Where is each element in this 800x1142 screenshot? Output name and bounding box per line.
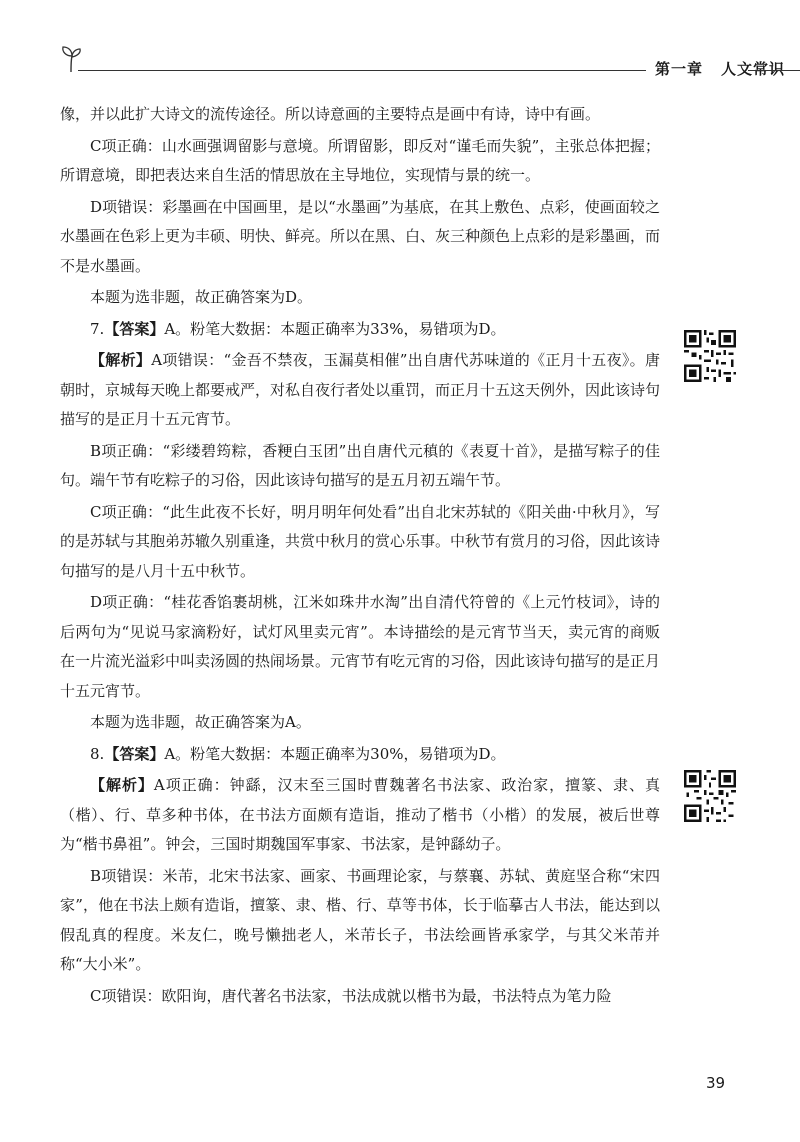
q7-analysis: [60, 346, 660, 435]
chapter-title: 人文常识: [721, 60, 786, 78]
q7-answer: [60, 315, 660, 345]
q8-answer-text: A。粉笔大数据：本题正确率为30%，易错项为D。: [164, 744, 506, 763]
paragraph-continued: 像，并以此扩大诗文的流传途径。所以诗意画的主要特点是画中有诗，诗中有画。: [60, 105, 601, 123]
q8-answer-tag: 【答案】: [104, 744, 165, 763]
paragraph-option-d: D项错误：彩墨画在中国画里，是以“水墨画”为基底，在其上敷色、点彩，使画面较之水墨画在色彩上更为丰硕、明快、鲜亮。所以在黑、白、灰三种颜色上点彩的是彩墨画，而不是水墨画。: [60, 197, 661, 275]
running-header: [655, 58, 785, 79]
q8-analysis: [60, 771, 660, 860]
qr-code-icon[interactable]: [684, 330, 736, 382]
q8-analysis-tag: 【解析】: [90, 776, 154, 794]
q7-summary: 本题为选非题，故正确答案为A。: [90, 713, 311, 731]
page-header: [60, 44, 786, 84]
q8-analysis-text: A项正确：钟繇，汉末至三国时曹魏著名书法家、政治家，擅篆、隶、真（楷）、行、草多种书体，在书法方面颇有造诣，推动了楷书（小楷）的发展，被后世尊为“楷书鼻祖”。钟会，三国时期魏国军事家、书法家，是钟繇幼子。: [60, 776, 660, 853]
header-rule-left: [78, 70, 646, 71]
page-number: 39: [706, 1074, 726, 1092]
q7-analysis-tag: 【解析】: [90, 351, 152, 369]
q7-answer-text: A。粉笔大数据：本题正确率为33%，易错项为D。: [164, 319, 506, 338]
q8-option-b: B项错误：米芾，北宋书法家、画家、书画理论家，与蔡襄、苏轼、黄庭坚合称“宋四家”，他在书法上颇有造诣，擅篆、隶、楷、行、草等书体，长于临摹古人书法，能达到以假乱真的程度。米友仁，晚号懒拙老人，米芾长子，书法绘画皆承家学，与其父米芾并称“大小米”。: [60, 866, 660, 973]
page-body: [60, 100, 660, 1013]
paragraph-option-c: C项正确：山水画强调留影与意境。所谓留影，即反对“谨毛而失貌”，主张总体把握；所谓意境，即把表达来自生活的情思放在主导地位，实现情与景的统一。: [60, 136, 660, 184]
q7-option-b: B项正确：“彩缕碧筠粽，香粳白玉团”出自唐代元稹的《表夏十首》，是描写粽子的佳句。端午节有吃粽子的习俗，因此该诗句描写的是五月初五端午节。: [60, 441, 660, 489]
chapter-label: 第一章: [655, 60, 704, 78]
q7-analysis-text: A项错误：“金吾不禁夜，玉漏莫相催”出自唐代苏味道的《正月十五夜》。唐朝时，京城每天晚上都要戒严，对私自夜行者处以重罚，而正月十五这天例外，因此该诗句描写的是正月十五元宵节。: [60, 351, 661, 428]
q8-answer: [60, 740, 660, 770]
q7-option-c: C项正确：“此生此夜不长好，明月明年何处看”出自北宋苏轼的《阳关曲·中秋月》，写的是苏轼与其胞弟苏辙久别重逢，共赏中秋月的赏心乐事。中秋节有赏月的习俗，因此该诗句描写的是八月十五中秋节。: [60, 502, 661, 580]
paragraph-answer-summary: 本题为选非题，故正确答案为D。: [90, 288, 313, 306]
qr-code-icon[interactable]: [684, 770, 736, 822]
q7-answer-tag: 【答案】: [104, 319, 165, 338]
q7-option-d: D项正确：“桂花香馅裹胡桃，江米如珠井水淘”出自清代符曾的《上元竹枝词》，诗的后两句为“见说马家滴粉好，试灯风里卖元宵”。本诗描绘的是元宵节当天，卖元宵的商贩在一片流光溢彩中叫卖汤圆的热闹场景。元宵节有吃元宵的习俗，因此该诗句描写的是正月十五元宵节。: [60, 593, 661, 700]
header-rule-right: [748, 70, 800, 71]
q7-number: 7.: [90, 319, 105, 338]
q8-option-c: C项错误：欧阳询，唐代著名书法家，书法成就以楷书为最，书法特点为笔力险: [90, 986, 612, 1005]
q8-number: 8.: [90, 744, 105, 763]
